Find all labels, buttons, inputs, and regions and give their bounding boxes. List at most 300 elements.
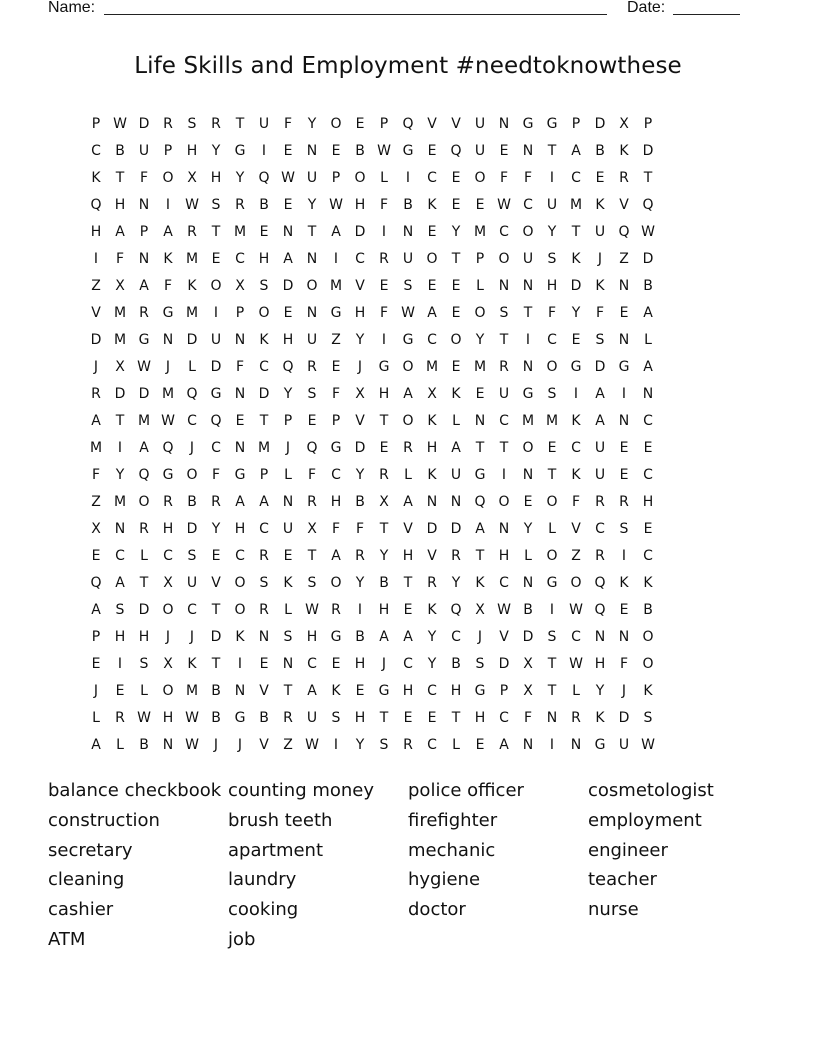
grid-letter: E (355, 116, 365, 132)
grid-row (84, 411, 732, 438)
grid-letter: H (354, 656, 366, 672)
grid-letter: N (498, 278, 510, 294)
grid-letter: N (618, 278, 630, 294)
grid-letter: R (139, 521, 149, 537)
grid-letter: Y (355, 575, 365, 591)
grid-letter: N (522, 359, 534, 375)
grid-letter: C (307, 656, 317, 672)
grid-letter: N (258, 629, 270, 645)
grid-letter: K (331, 683, 341, 699)
grid-letter: N (522, 143, 534, 159)
grid-letter: R (619, 170, 629, 186)
grid-letter: J (165, 359, 171, 375)
grid-letter: S (259, 575, 269, 591)
grid-letter: E (379, 440, 389, 456)
grid-row (84, 384, 732, 411)
grid-letter: C (499, 224, 509, 240)
grid-letter: N (642, 386, 654, 402)
grid-letter: T (139, 575, 149, 591)
grid-letter: E (619, 602, 629, 618)
grid-letter: S (475, 656, 485, 672)
grid-letter: K (427, 602, 437, 618)
grid-letter: N (234, 440, 246, 456)
grid-letter: D (618, 710, 630, 726)
grid-letter: E (451, 359, 461, 375)
grid-letter: R (283, 710, 293, 726)
grid-letter: A (595, 386, 605, 402)
grid-letter: Y (571, 305, 581, 321)
grid-letter: H (330, 494, 342, 510)
grid-letter: L (92, 710, 100, 726)
grid-letter: Q (618, 224, 630, 240)
grid-letter: X (307, 521, 317, 537)
word-bank (48, 778, 768, 957)
grid-letter: C (547, 332, 557, 348)
grid-letter: V (355, 413, 365, 429)
grid-letter: D (210, 359, 222, 375)
grid-letter: Q (474, 494, 486, 510)
grid-letter: Q (642, 197, 654, 213)
grid-letter: E (619, 440, 629, 456)
grid-letter: F (91, 467, 101, 483)
grid-letter: E (595, 170, 605, 186)
grid-letter: D (210, 629, 222, 645)
grid-letter: U (474, 143, 486, 159)
grid-letter: R (331, 602, 341, 618)
grid-letter: H (114, 629, 126, 645)
grid-letter: F (355, 521, 365, 537)
grid-letter: V (355, 278, 365, 294)
grid-letter: S (259, 278, 269, 294)
grid-letter: D (570, 278, 582, 294)
grid-letter: X (523, 683, 533, 699)
grid-letter: O (402, 413, 414, 429)
grid-letter: I (525, 332, 531, 348)
grid-letter: H (594, 656, 606, 672)
grid-letter: F (499, 170, 509, 186)
grid-letter: I (549, 170, 555, 186)
grid-letter: Z (283, 737, 293, 753)
grid-letter: X (115, 359, 125, 375)
grid-letter: G (234, 143, 246, 159)
grid-letter: D (90, 332, 102, 348)
grid-row (84, 735, 732, 762)
grid-letter: A (139, 278, 149, 294)
grid-letter: M (257, 440, 271, 456)
grid-letter: H (546, 278, 558, 294)
grid-letter: X (91, 521, 101, 537)
grid-letter: A (643, 305, 653, 321)
grid-letter: F (331, 386, 341, 402)
grid-letter: G (330, 440, 342, 456)
grid-letter: N (522, 737, 534, 753)
grid-letter: E (259, 656, 269, 672)
grid-letter: X (115, 278, 125, 294)
grid-letter: P (379, 116, 389, 132)
grid-letter: A (235, 494, 245, 510)
grid-letter: C (163, 548, 173, 564)
grid-letter: Q (450, 602, 462, 618)
grid-letter: U (306, 332, 318, 348)
grid-letter: N (234, 332, 246, 348)
grid-letter: H (378, 602, 390, 618)
grid-letter: P (235, 305, 245, 321)
grid-letter: H (354, 710, 366, 726)
grid-letter: C (427, 332, 437, 348)
grid-letter: K (235, 629, 245, 645)
grid-letter: G (234, 710, 246, 726)
grid-letter: I (405, 170, 411, 186)
grid-letter: V (499, 629, 509, 645)
grid-letter: U (618, 737, 630, 753)
grid-letter: N (498, 521, 510, 537)
grid-letter: T (451, 710, 461, 726)
grid-letter: T (523, 305, 533, 321)
grid-letter: R (619, 494, 629, 510)
grid-letter: E (403, 710, 413, 726)
grid-letter: C (595, 521, 605, 537)
grid-letter: O (330, 116, 342, 132)
grid-letter: L (524, 548, 532, 564)
grid-letter: E (619, 467, 629, 483)
grid-letter: B (211, 683, 221, 699)
grid-letter: G (138, 332, 150, 348)
grid-letter: X (235, 278, 245, 294)
word-bank-item: laundry (228, 869, 297, 891)
grid-letter: I (381, 332, 387, 348)
grid-letter: R (211, 494, 221, 510)
grid-letter: C (643, 413, 653, 429)
grid-letter: A (115, 224, 125, 240)
grid-letter: C (187, 413, 197, 429)
grid-letter: M (185, 683, 199, 699)
grid-letter: L (140, 548, 148, 564)
grid-letter: K (163, 251, 173, 267)
grid-row (84, 114, 732, 141)
grid-letter: E (283, 197, 293, 213)
grid-letter: K (427, 197, 437, 213)
grid-letter: F (379, 197, 389, 213)
grid-letter: F (163, 278, 173, 294)
grid-letter: O (162, 602, 174, 618)
grid-letter: D (186, 332, 198, 348)
grid-row (84, 330, 732, 357)
grid-letter: T (259, 413, 269, 429)
grid-letter: C (427, 683, 437, 699)
grid-letter: P (475, 251, 485, 267)
grid-letter: N (618, 332, 630, 348)
grid-letter: C (451, 629, 461, 645)
grid-letter: C (187, 602, 197, 618)
grid-letter: T (307, 224, 317, 240)
grid-letter: R (307, 494, 317, 510)
grid-letter: Y (451, 224, 461, 240)
grid-letter: Y (547, 224, 557, 240)
grid-letter: F (283, 116, 293, 132)
grid-letter: I (549, 602, 555, 618)
grid-letter: S (331, 710, 341, 726)
grid-letter: A (91, 413, 101, 429)
grid-letter: T (379, 521, 389, 537)
grid-letter: U (138, 143, 150, 159)
grid-letter: Z (331, 332, 341, 348)
grid-letter: Q (138, 467, 150, 483)
grid-letter: A (139, 440, 149, 456)
grid-letter: K (595, 278, 605, 294)
grid-letter: D (138, 386, 150, 402)
grid-row (84, 465, 732, 492)
grid-letter: E (355, 683, 365, 699)
grid-letter: Q (162, 440, 174, 456)
grid-letter: G (378, 359, 390, 375)
grid-letter: R (595, 548, 605, 564)
grid-letter: H (354, 197, 366, 213)
grid-letter: T (403, 575, 413, 591)
grid-letter: I (333, 251, 339, 267)
grid-letter: E (115, 683, 125, 699)
grid-letter: S (307, 386, 317, 402)
grid-letter: G (570, 359, 582, 375)
grid-letter: D (138, 602, 150, 618)
grid-letter: Q (402, 116, 414, 132)
worksheet-header (48, 0, 748, 19)
grid-letter: L (476, 278, 484, 294)
grid-letter: K (451, 386, 461, 402)
grid-row (84, 276, 732, 303)
grid-letter: Y (355, 737, 365, 753)
grid-letter: C (211, 440, 221, 456)
grid-letter: C (403, 656, 413, 672)
grid-letter: P (331, 170, 341, 186)
grid-letter: O (138, 494, 150, 510)
word-bank-item: apartment (228, 839, 324, 861)
grid-letter: W (641, 737, 655, 753)
grid-letter: U (474, 116, 486, 132)
grid-letter: U (594, 467, 606, 483)
grid-letter: L (140, 683, 148, 699)
grid-letter: U (450, 467, 462, 483)
grid-letter: B (643, 602, 653, 618)
grid-letter: J (213, 737, 219, 753)
grid-letter: I (381, 224, 387, 240)
grid-letter: P (91, 629, 101, 645)
grid-letter: V (403, 521, 413, 537)
grid-letter: D (354, 224, 366, 240)
word-bank-item: secretary (48, 839, 133, 861)
grid-row (84, 438, 732, 465)
grid-letter: H (186, 143, 198, 159)
grid-letter: Y (355, 467, 365, 483)
grid-letter: G (378, 683, 390, 699)
grid-letter: L (380, 170, 388, 186)
word-bank-item: hygiene (408, 869, 481, 891)
grid-letter: S (547, 251, 557, 267)
grid-letter: W (185, 710, 199, 726)
grid-letter: T (283, 683, 293, 699)
grid-letter: A (307, 683, 317, 699)
grid-letter: M (569, 197, 583, 213)
grid-letter: S (379, 737, 389, 753)
grid-letter: X (427, 386, 437, 402)
grid-letter: E (451, 197, 461, 213)
grid-letter: A (331, 548, 341, 564)
grid-letter: V (427, 548, 437, 564)
grid-letter: H (474, 710, 486, 726)
grid-letter: V (259, 737, 269, 753)
grid-letter: J (93, 359, 99, 375)
grid-letter: S (187, 548, 197, 564)
grid-letter: A (475, 521, 485, 537)
grid-letter: N (522, 575, 534, 591)
name-label: Name: (48, 0, 96, 16)
grid-letter: C (331, 467, 341, 483)
grid-letter: T (571, 224, 581, 240)
grid-letter: D (282, 278, 294, 294)
grid-letter: Q (306, 440, 318, 456)
grid-letter: I (573, 386, 579, 402)
grid-letter: L (116, 737, 124, 753)
grid-letter: R (163, 116, 173, 132)
grid-letter: L (644, 332, 652, 348)
grid-letter: O (330, 575, 342, 591)
grid-letter: C (499, 413, 509, 429)
grid-letter: I (549, 737, 555, 753)
date-blank-line (673, 14, 740, 15)
grid-letter: O (522, 440, 534, 456)
grid-letter: Q (186, 386, 198, 402)
word-bank-item: nurse (588, 899, 639, 921)
grid-letter: G (234, 467, 246, 483)
grid-letter: Q (258, 170, 270, 186)
grid-letter: Q (450, 143, 462, 159)
grid-letter: A (643, 359, 653, 375)
grid-letter: D (498, 656, 510, 672)
grid-letter: Y (283, 386, 293, 402)
grid-letter: V (211, 575, 221, 591)
grid-letter: V (427, 116, 437, 132)
grid-letter: O (642, 629, 654, 645)
grid-letter: K (475, 575, 485, 591)
grid-letter: U (522, 251, 534, 267)
grid-letter: B (139, 737, 149, 753)
grid-letter: R (259, 548, 269, 564)
grid-letter: N (498, 116, 510, 132)
grid-letter: A (163, 224, 173, 240)
grid-letter: N (282, 656, 294, 672)
grid-letter: C (571, 170, 581, 186)
grid-letter: M (473, 359, 487, 375)
grid-letter: E (451, 278, 461, 294)
grid-letter: C (259, 359, 269, 375)
grid-letter: S (115, 602, 125, 618)
grid-letter: C (643, 548, 653, 564)
grid-letter: N (618, 629, 630, 645)
grid-letter: W (497, 602, 511, 618)
grid-letter: O (450, 332, 462, 348)
grid-letter: H (450, 683, 462, 699)
grid-letter: T (475, 440, 485, 456)
grid-letter: Y (307, 116, 317, 132)
grid-letter: D (258, 386, 270, 402)
grid-letter: E (427, 224, 437, 240)
grid-row (84, 195, 732, 222)
grid-letter: G (594, 737, 606, 753)
grid-letter: S (139, 656, 149, 672)
grid-letter: N (138, 251, 150, 267)
grid-letter: P (91, 116, 101, 132)
grid-letter: O (306, 278, 318, 294)
grid-letter: P (571, 116, 581, 132)
grid-letter: E (499, 143, 509, 159)
grid-letter: T (211, 224, 221, 240)
grid-letter: P (139, 224, 149, 240)
grid-letter: C (499, 710, 509, 726)
grid-letter: A (499, 737, 509, 753)
grid-letter: O (546, 548, 558, 564)
grid-letter: E (307, 413, 317, 429)
grid-letter: O (474, 170, 486, 186)
grid-letter: T (547, 467, 557, 483)
grid-letter: K (283, 575, 293, 591)
grid-letter: F (139, 170, 149, 186)
grid-letter: Q (90, 197, 102, 213)
grid-letter: R (379, 251, 389, 267)
grid-letter: I (621, 548, 627, 564)
grid-letter: U (546, 197, 558, 213)
grid-letter: P (643, 116, 653, 132)
grid-letter: P (259, 467, 269, 483)
grid-letter: H (162, 710, 174, 726)
grid-letter: X (187, 170, 197, 186)
grid-letter: E (451, 170, 461, 186)
grid-letter: Y (307, 197, 317, 213)
grid-letter: F (523, 710, 533, 726)
grid-letter: I (213, 305, 219, 321)
name-blank-line (104, 14, 607, 15)
grid-letter: I (117, 656, 123, 672)
grid-letter: B (595, 143, 605, 159)
grid-letter: E (427, 710, 437, 726)
grid-letter: P (499, 683, 509, 699)
grid-letter: L (188, 359, 196, 375)
grid-letter: E (475, 386, 485, 402)
grid-row (84, 546, 732, 573)
grid-letter: Q (282, 359, 294, 375)
grid-letter: C (643, 467, 653, 483)
grid-letter: E (643, 440, 653, 456)
grid-letter: O (162, 683, 174, 699)
grid-letter: B (523, 602, 533, 618)
grid-letter: W (161, 413, 175, 429)
grid-letter: T (115, 170, 125, 186)
word-bank-item: construction (48, 809, 160, 831)
word-bank-item: police officer (408, 780, 524, 801)
grid-letter: A (403, 629, 413, 645)
grid-letter: U (306, 170, 318, 186)
grid-letter: N (282, 224, 294, 240)
grid-letter: C (259, 521, 269, 537)
grid-letter: S (307, 575, 317, 591)
grid-letter: W (281, 170, 295, 186)
word-bank-item: engineer (588, 839, 668, 861)
grid-letter: I (621, 386, 627, 402)
grid-letter: I (261, 143, 267, 159)
grid-letter: E (91, 656, 101, 672)
grid-letter: A (91, 737, 101, 753)
word-bank-item: cleaning (48, 869, 125, 891)
grid-letter: B (187, 494, 197, 510)
grid-letter: T (211, 656, 221, 672)
